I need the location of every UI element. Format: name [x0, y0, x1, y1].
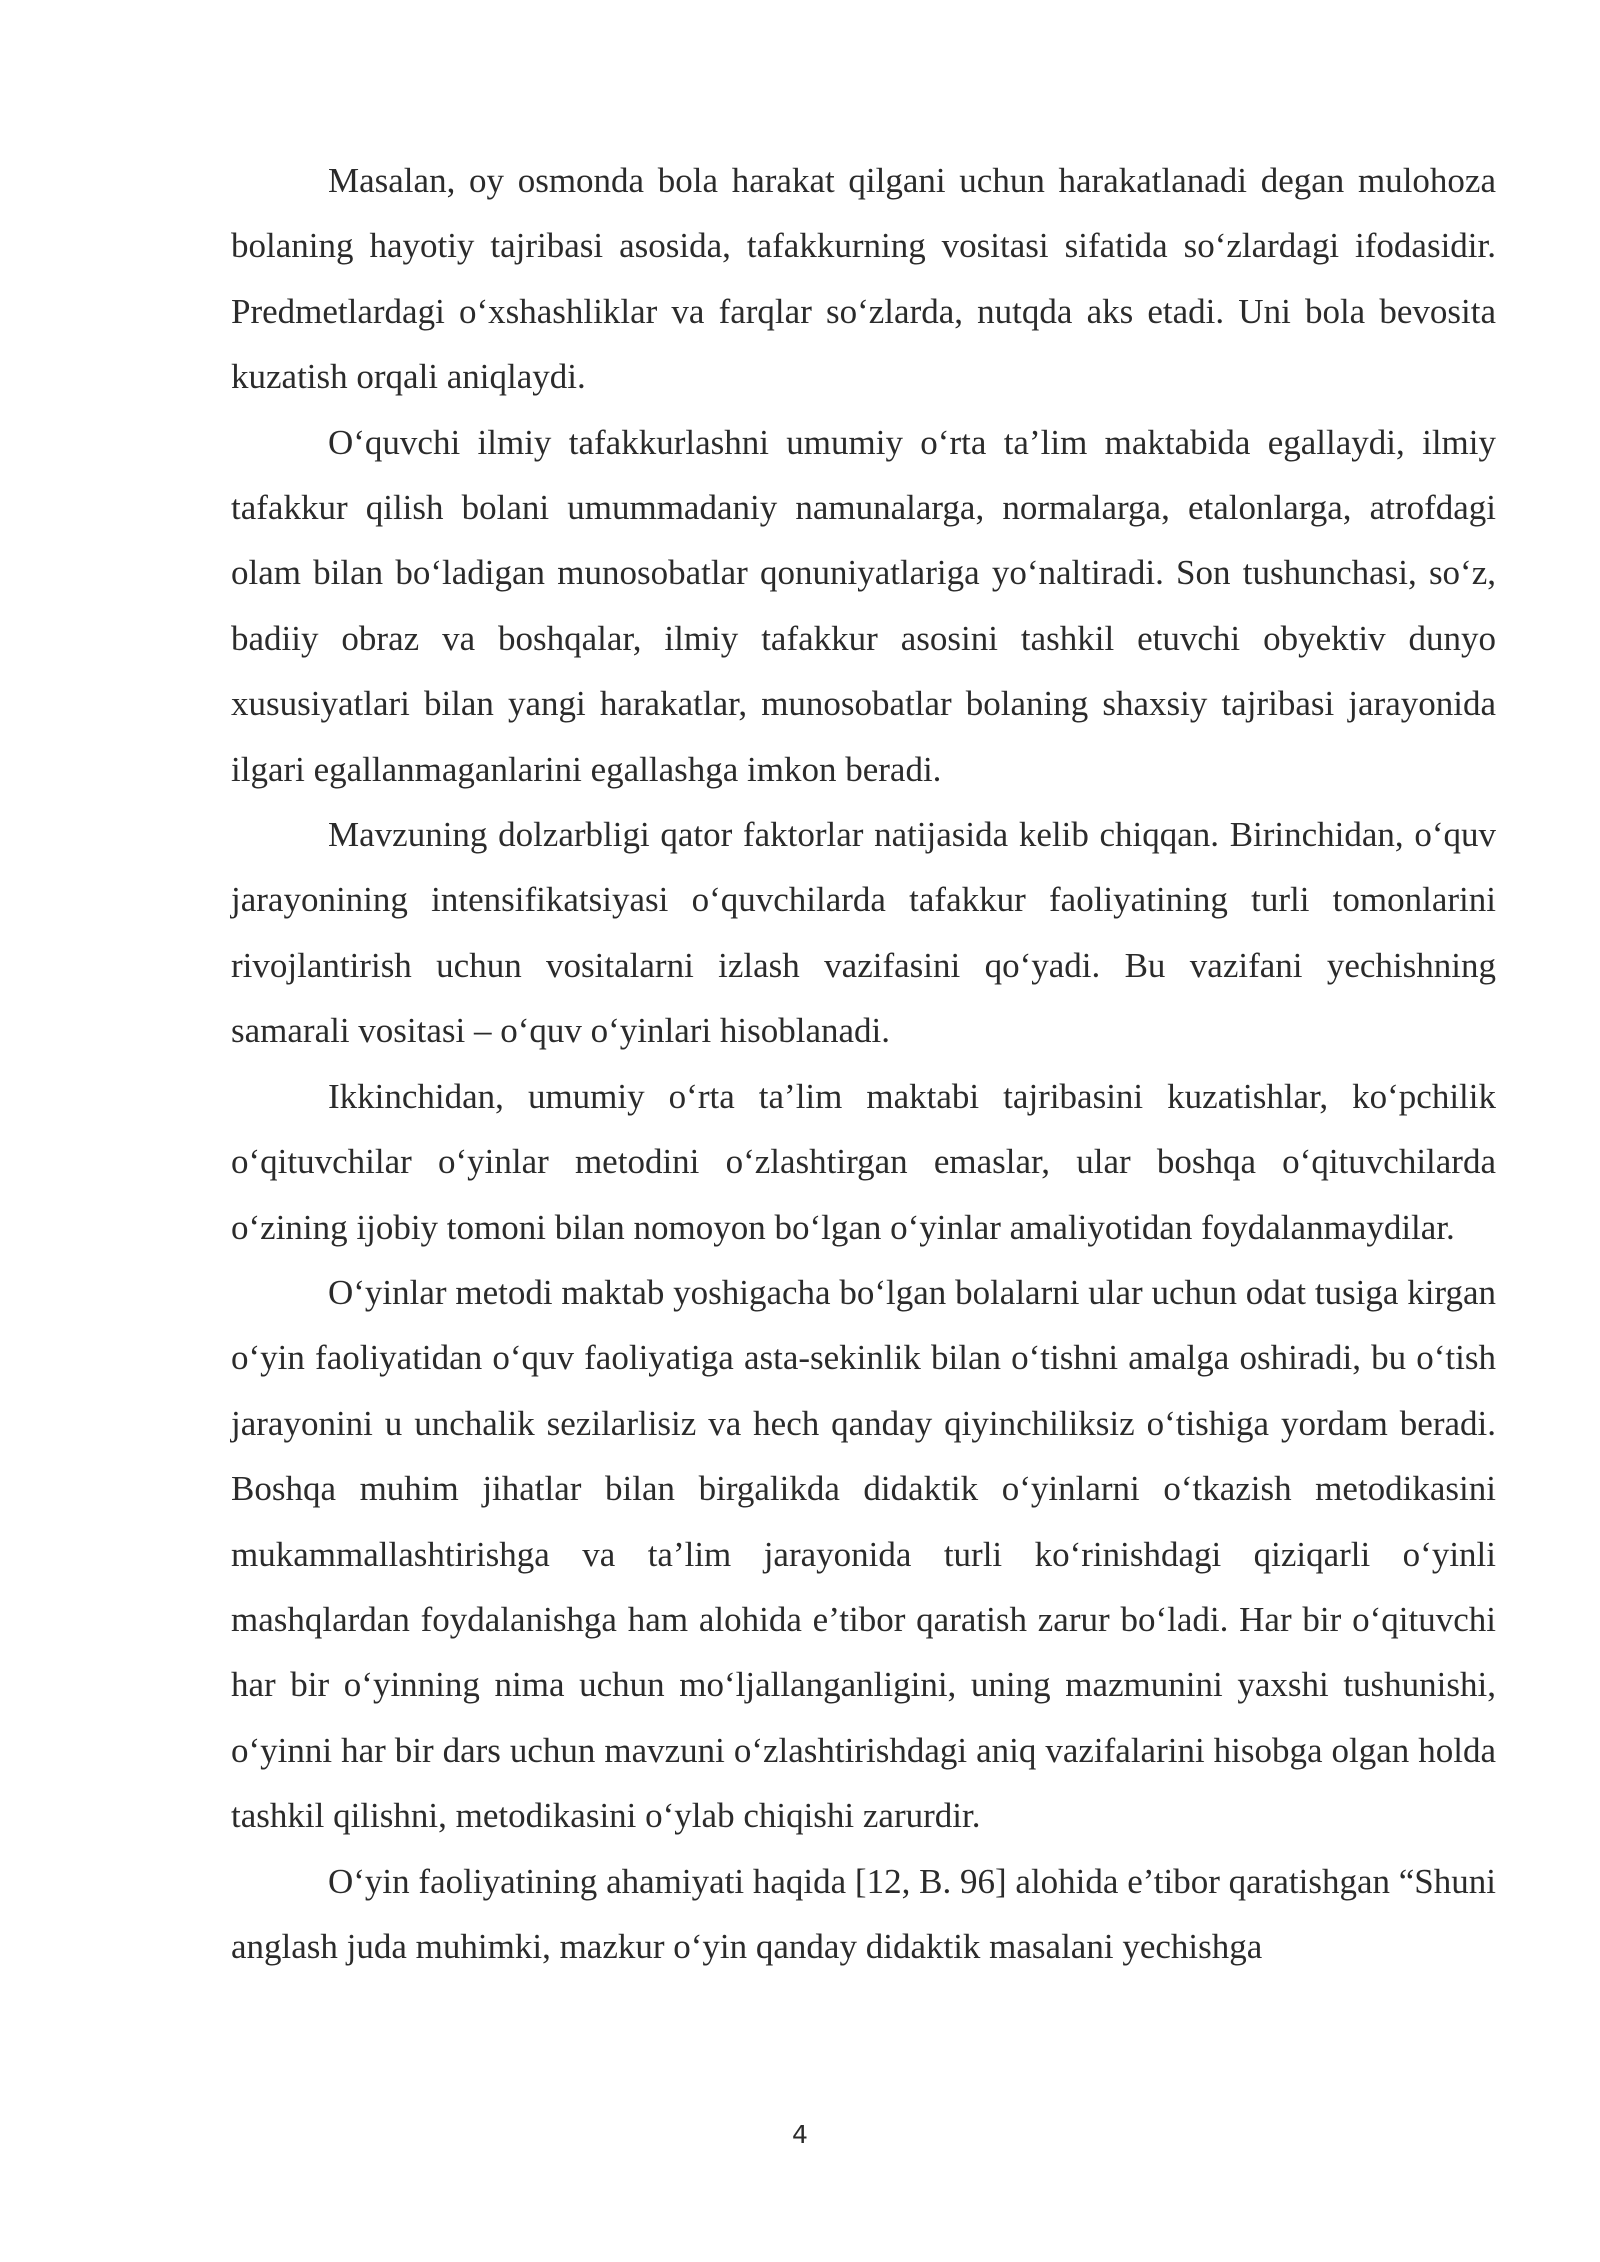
paragraph-4: Ikkinchidan, umumiy o‘rta ta’lim maktabi tajribasini kuzatishlar, ko‘pchilik o‘qituvchilar o‘yinlar metodini o‘zlashtirgan emaslar, ular boshqa o‘qituvchilarda o‘zining ijobiy tomoni bilan nomoyon bo‘lgan o‘yinlar amaliyotidan foydalanmaydilar.: [231, 1076, 1496, 1247]
paragraph-6: O‘yin faoliyatining ahamiyati haqida [12, B. 96] alohida e’tibor qaratishgan “Shuni anglash juda muhimki, mazkur o‘yin qanday didaktik masalani yechishga: [231, 1861, 1496, 1966]
paragraph-1: Masalan, oy osmonda bola harakat qilgani uchun harakatlanadi degan mulohoza bolaning hayotiy tajribasi asosida, tafakkurning vositasi sifatida so‘zlardagi ifodasidir. Predmetlardagi o‘xshashliklar va farqlar so‘zlarda, nutqda aks etadi. Uni bola bevosita kuzatish orqali aniqlaydi.: [231, 161, 1496, 397]
paragraph-3: Mavzuning dolzarbligi qator faktorlar natijasida kelib chiqqan. Birinchidan, o‘quv jarayonining intensifikatsiyasi o‘quvchilarda tafakkur faoliyatining turli tomonlarini rivojlantirish uchun vositalarni izlash vazifasini qo‘yadi. Bu vazifani yechishning samarali vositasi – o‘quv o‘yinlari hisoblanadi.: [231, 815, 1496, 1051]
paragraph-2: O‘quvchi ilmiy tafakkurlashni umumiy o‘rta ta’lim maktabida egallaydi, ilmiy tafakkur qilish bolani umummadaniy namunalarga, normalarga, etalonlarga, atrofdagi olam bilan bo‘ladigan munosobatlar qonuniyatlariga yo‘naltiradi. Son tushunchasi, so‘z, badiiy obraz va boshqalar, ilmiy tafakkur asosini tashkil etuvchi obyektiv dunyo xususiyatlari bilan yangi harakatlar, munosobatlar bolaning shaxsiy tajribasi jarayonida ilgari egallanmaganlarini egallashga imkon beradi.: [231, 422, 1496, 789]
body-text: [231, 148, 1496, 1979]
paragraph-5: O‘yinlar metodi maktab yoshigacha bo‘lgan bolalarni ular uchun odat tusiga kirgan o‘yin faoliyatidan o‘quv faoliyatiga asta-sekinlik bilan o‘tishni amalga oshiradi, bu o‘tish jarayonini u unchalik sezilarlisiz va hech qanday qiyinchiliksiz o‘tishiga yordam beradi. Boshqa muhim jihatlar bilan birgalikda didaktik o‘yinlarni o‘tkazish metodikasini mukammallashtirishga va ta’lim jarayonida turli ko‘rinishdagi qiziqarli o‘yinli mashqlardan foydalanishga ham alohida e’tibor qaratish zarur bo‘ladi. Har bir o‘qituvchi har bir o‘yinning nima uchun mo‘ljallanganligini, uning mazmunini yaxshi tushunishi, o‘yinni har bir dars uchun mavzuni o‘zlashtirishdagi aniq vazifalarini hisobga olgan holda tashkil qilishni, metodikasini o‘ylab chiqishi zarurdir.: [231, 1272, 1496, 1836]
page-number: 4: [792, 2120, 808, 2149]
